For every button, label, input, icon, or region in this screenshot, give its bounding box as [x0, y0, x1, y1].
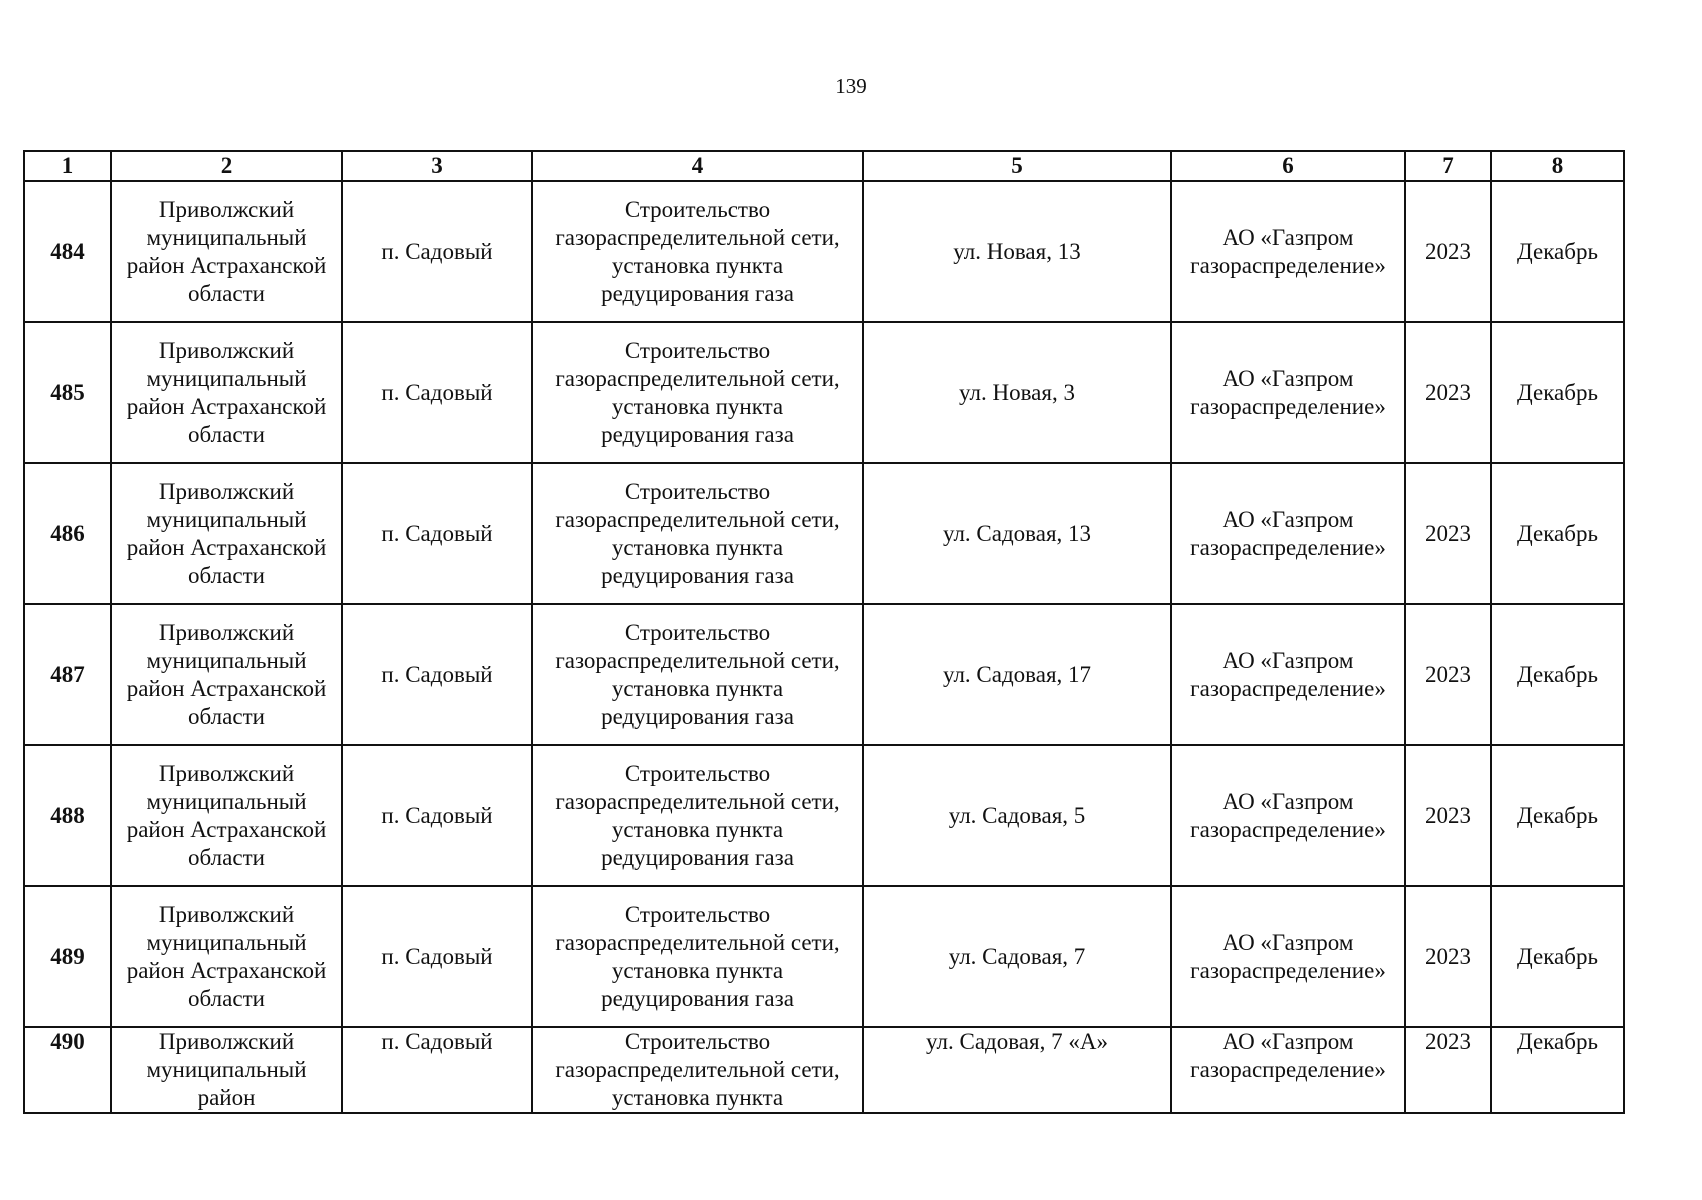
year-cell: 2023	[1405, 745, 1491, 886]
settlement-cell: п. Садовый	[342, 463, 532, 604]
organization-cell: АО «Газпром газораспределение»	[1171, 463, 1405, 604]
month-cell: Декабрь	[1491, 1027, 1624, 1113]
header-cell-8: 8	[1491, 151, 1624, 181]
row-number-cell: 485	[24, 322, 111, 463]
district-cell: Приволжский муниципальный район	[111, 1027, 342, 1113]
table-row	[24, 1027, 1624, 1113]
district-cell: Приволжский муниципальный район Астраханской области	[111, 181, 342, 322]
settlement-cell: п. Садовый	[342, 886, 532, 1027]
address-cell: ул. Садовая, 17	[863, 604, 1171, 745]
address-cell: ул. Садовая, 5	[863, 745, 1171, 886]
district-cell: Приволжский муниципальный район Астраханской области	[111, 463, 342, 604]
district-cell: Приволжский муниципальный район Астраханской области	[111, 745, 342, 886]
district-cell: Приволжский муниципальный район Астраханской области	[111, 322, 342, 463]
table-header-row	[24, 151, 1624, 181]
table-row	[24, 181, 1624, 322]
table-row	[24, 463, 1624, 604]
year-cell: 2023	[1405, 886, 1491, 1027]
work-description-cell: Строительство газораспределительной сети, установка пункта редуцирования газа	[532, 181, 863, 322]
district-cell: Приволжский муниципальный район Астраханской области	[111, 604, 342, 745]
work-description-cell: Строительство газораспределительной сети, установка пункта редуцирования газа	[532, 322, 863, 463]
row-number-cell: 487	[24, 604, 111, 745]
year-cell: 2023	[1405, 604, 1491, 745]
organization-cell: АО «Газпром газораспределение»	[1171, 322, 1405, 463]
row-number-cell: 490	[24, 1027, 111, 1113]
header-cell-1: 1	[24, 151, 111, 181]
header-cell-3: 3	[342, 151, 532, 181]
table-row	[24, 745, 1624, 886]
address-cell: ул. Новая, 13	[863, 181, 1171, 322]
settlement-cell: п. Садовый	[342, 181, 532, 322]
table-row	[24, 604, 1624, 745]
month-cell: Декабрь	[1491, 463, 1624, 604]
work-description-cell: Строительство газораспределительной сети, установка пункта редуцирования газа	[532, 745, 863, 886]
month-cell: Декабрь	[1491, 745, 1624, 886]
page-number: 139	[835, 74, 867, 98]
table-row	[24, 322, 1624, 463]
address-cell: ул. Садовая, 7	[863, 886, 1171, 1027]
settlement-cell: п. Садовый	[342, 1027, 532, 1113]
row-number-cell: 489	[24, 886, 111, 1027]
row-number-cell: 486	[24, 463, 111, 604]
settlement-cell: п. Садовый	[342, 604, 532, 745]
header-cell-2: 2	[111, 151, 342, 181]
organization-cell: АО «Газпром газораспределение»	[1171, 745, 1405, 886]
work-description-cell: Строительство газораспределительной сети, установка пункта	[532, 1027, 863, 1113]
table-row	[24, 886, 1624, 1027]
organization-cell: АО «Газпром газораспределение»	[1171, 604, 1405, 745]
address-cell: ул. Садовая, 13	[863, 463, 1171, 604]
month-cell: Декабрь	[1491, 886, 1624, 1027]
year-cell: 2023	[1405, 181, 1491, 322]
organization-cell: АО «Газпром газораспределение»	[1171, 181, 1405, 322]
year-cell: 2023	[1405, 322, 1491, 463]
row-number-cell: 488	[24, 745, 111, 886]
data-table	[23, 150, 1625, 1114]
header-cell-6: 6	[1171, 151, 1405, 181]
address-cell: ул. Садовая, 7 «А»	[863, 1027, 1171, 1113]
header-cell-4: 4	[532, 151, 863, 181]
address-cell: ул. Новая, 3	[863, 322, 1171, 463]
organization-cell: АО «Газпром газораспределение»	[1171, 886, 1405, 1027]
work-description-cell: Строительство газораспределительной сети, установка пункта редуцирования газа	[532, 604, 863, 745]
work-description-cell: Строительство газораспределительной сети, установка пункта редуцирования газа	[532, 463, 863, 604]
year-cell: 2023	[1405, 1027, 1491, 1113]
organization-cell: АО «Газпром газораспределение»	[1171, 1027, 1405, 1113]
month-cell: Декабрь	[1491, 604, 1624, 745]
header-cell-5: 5	[863, 151, 1171, 181]
settlement-cell: п. Садовый	[342, 322, 532, 463]
settlement-cell: п. Садовый	[342, 745, 532, 886]
row-number-cell: 484	[24, 181, 111, 322]
district-cell: Приволжский муниципальный район Астраханской области	[111, 886, 342, 1027]
work-description-cell: Строительство газораспределительной сети, установка пункта редуцирования газа	[532, 886, 863, 1027]
month-cell: Декабрь	[1491, 322, 1624, 463]
year-cell: 2023	[1405, 463, 1491, 604]
header-cell-7: 7	[1405, 151, 1491, 181]
month-cell: Декабрь	[1491, 181, 1624, 322]
